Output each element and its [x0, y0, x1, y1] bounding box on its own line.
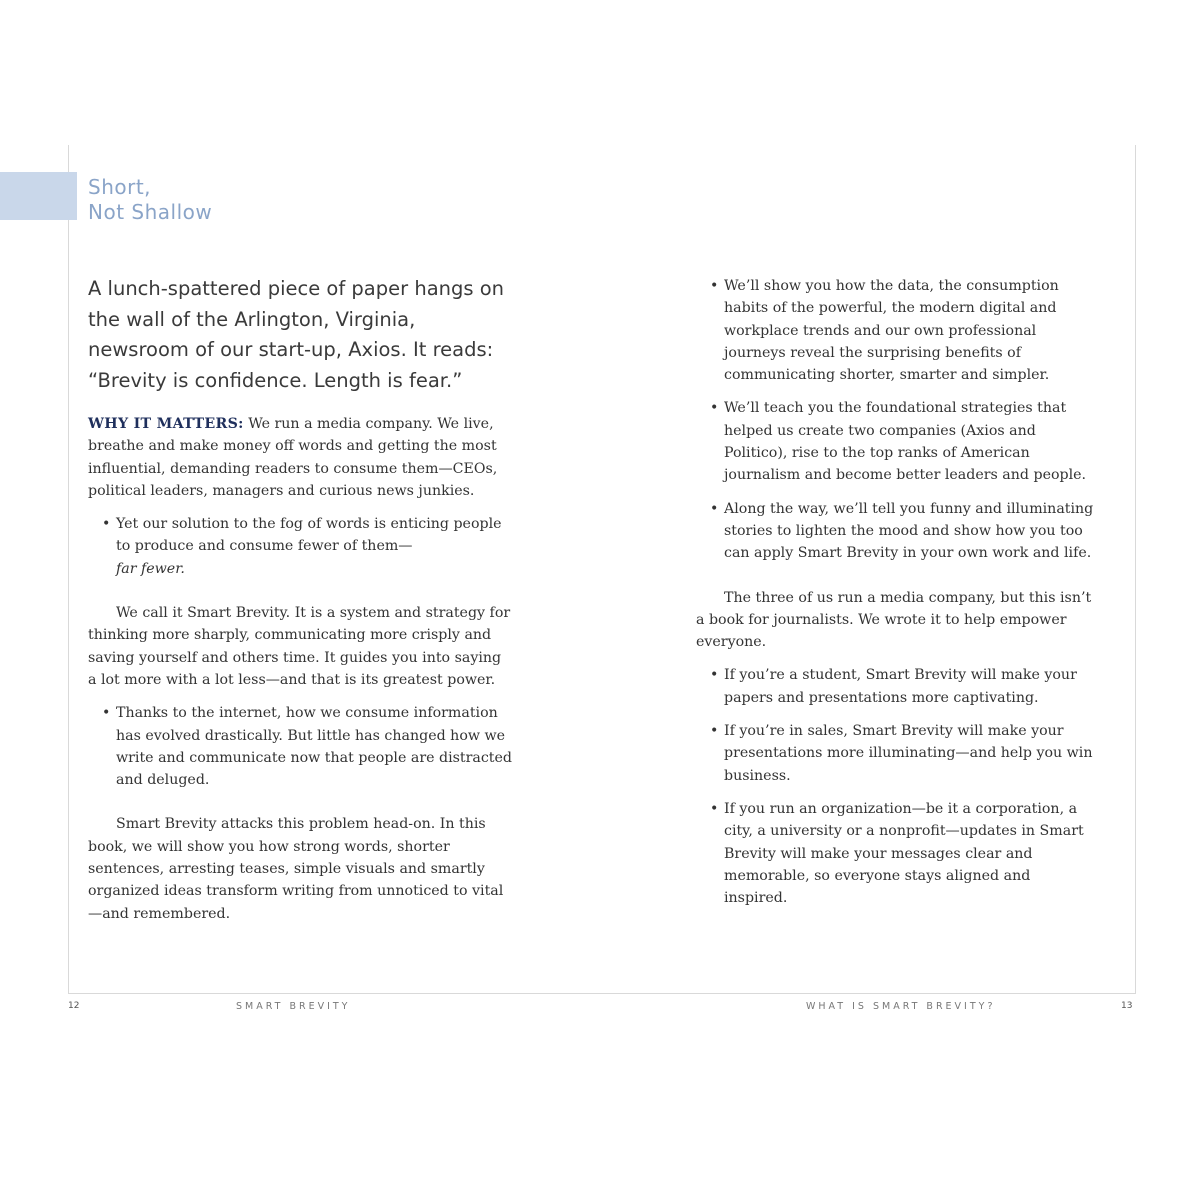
right-page-number: 13 [1121, 1001, 1133, 1011]
list-item: • Yet our solution to the fog of words is enticing people to produce and consume fewer of them— far fewer. [102, 516, 502, 577]
list-item: • We’ll teach you the foundational strategies that helped us create two companies (Axios and Politico), rise to the top ranks of American journalism and become better leaders and people. [710, 400, 1087, 484]
left-running-head: SMART BREVITY [236, 1001, 351, 1012]
list-item: • If you run an organization—be it a corporation, a city, a university or a nonprofit—updates in Smart Brevity will make your messages clear and memorable, so everyone stays aligned and inspired. [710, 800, 1084, 907]
body-paragraph: The three of us run a media company, but this isn’t a book for journalists. We wrote it to help empower everyone. [696, 589, 1092, 651]
why-it-matters-label: WHY IT MATTERS: [88, 416, 244, 432]
lede-paragraph: A lunch-spattered piece of paper hangs on the wall of the Arlington, Virginia, newsroom of our start-up, Axios. It reads: “Brevity is confidence. Length is fear.” [88, 277, 505, 392]
body-paragraph: We call it Smart Brevity. It is a system and strategy for thinking more sharply, communicating more crisply and saving yourself and others time. It guides you into saying a lot more with a lot less—and that is its greatest power. [88, 605, 511, 688]
chapter-title [88, 175, 212, 225]
list-item: • If you’re a student, Smart Brevity will make your papers and presentations more captivating. [710, 667, 1077, 706]
why-it-matters-paragraph [88, 413, 513, 502]
body-paragraph: Smart Brevity attacks this problem head-on. In this book, we will show you how strong words, shorter sentences, arresting teases, simple visuals and smartly organized ideas transform writing from unnoticed to vital—and remembered. [88, 816, 504, 922]
chapter-title-line1: Short, [88, 175, 152, 199]
chapter-tab [0, 172, 77, 220]
right-page-body [696, 275, 1096, 909]
why-it-matters-text: We run a media company. We live, breathe and make money off words and getting the most influential, demanding readers to consume them—CEOs, political leaders, managers and curious news junkies. [88, 416, 498, 499]
list-item: • Along the way, we’ll tell you funny and illuminating stories to lighten the mood and show how you too can apply Smart Brevity in your own work and life. [710, 500, 1094, 562]
right-running-head: WHAT IS SMART BREVITY? [806, 1001, 996, 1012]
chapter-title-line2: Not Shallow [88, 200, 213, 224]
list-item: • Thanks to the internet, how we consume information has evolved drastically. But little has changed how we write and communicate now that people are distracted and deluged. [102, 705, 512, 789]
emphasis-text: far fewer. [116, 560, 185, 577]
left-page-number: 12 [68, 1001, 80, 1011]
left-page-body [88, 413, 513, 925]
list-item: • We’ll show you how the data, the consumption habits of the powerful, the modern digital and workplace trends and our own professional journeys reveal the surprising benefits of communicating shorter, smarter and simpler. [710, 278, 1059, 384]
list-item: • If you’re in sales, Smart Brevity will make your presentations more illuminating—and help you win business. [710, 723, 1093, 784]
